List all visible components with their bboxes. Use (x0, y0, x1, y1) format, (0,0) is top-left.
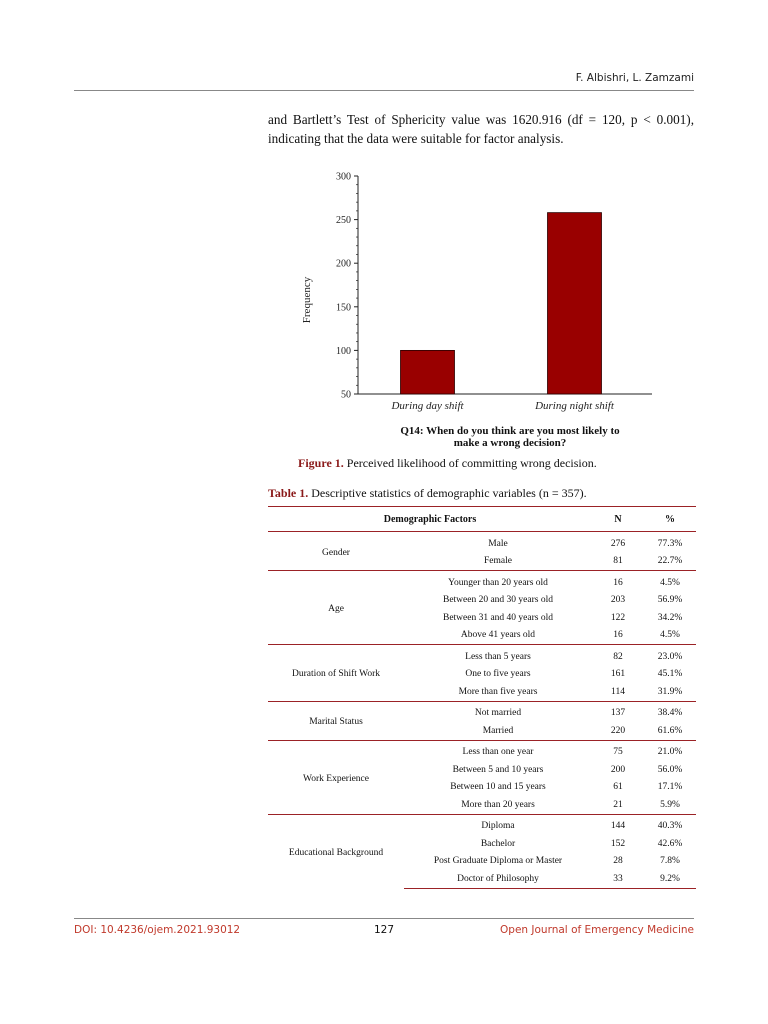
n-cell: 203 (610, 595, 626, 606)
y-tick-label: 150 (336, 302, 351, 314)
item-cell: Not married (404, 701, 592, 722)
pct-cell: 38.4% (644, 701, 696, 722)
figure-caption-text: Perceived likelihood of committing wrong decision. (346, 456, 597, 470)
n-cell: 21 (613, 799, 623, 810)
bar (401, 350, 455, 394)
table-caption-label: Table 1. (268, 486, 309, 500)
item-cell: Between 31 and 40 years old (442, 612, 553, 623)
x-axis-label-line-1: Q14: When do you think are you most likely to (400, 425, 620, 437)
n-cell: 122 (610, 612, 626, 623)
factor-cell: Educational Background (268, 814, 404, 888)
header-pct: % (644, 507, 696, 532)
pct-cell: 23.0% (644, 645, 696, 666)
n-cell: 152 (610, 838, 626, 849)
table-header-row (268, 507, 696, 532)
item-cell: Doctor of Philosophy (404, 870, 592, 888)
y-tick-label: 50 (341, 389, 351, 401)
n-cell: 220 (610, 725, 626, 736)
table-row (268, 571, 696, 592)
item-cell: Bachelor (480, 838, 516, 849)
x-tick-label: During day shift (391, 400, 464, 412)
pct-cell: 56.0% (657, 764, 683, 775)
n-cell: 16 (592, 571, 644, 592)
pct-cell: 22.7% (657, 556, 683, 567)
x-tick-label: During night shift (535, 400, 614, 412)
footer-rule (74, 918, 694, 919)
pct-cell: 7.8% (660, 856, 680, 867)
y-tick-label: 100 (336, 345, 351, 357)
table-row (268, 645, 696, 666)
item-cell: Less than one year (404, 740, 592, 761)
n-cell: 276 (592, 532, 644, 553)
n-cell: 81 (613, 556, 623, 567)
pct-cell: 31.9% (657, 686, 683, 697)
item-cell: Married (482, 725, 514, 736)
item-cell: Female (484, 556, 512, 567)
table-row (268, 814, 696, 835)
table-caption-text: Descriptive statistics of demographic variables (n = 357). (311, 486, 587, 500)
figure-caption (298, 456, 597, 471)
item-cell: Between 20 and 30 years old (442, 595, 553, 606)
pct-cell: 4.5% (660, 630, 680, 641)
running-header-authors: F. Albishri, L. Zamzami (575, 72, 694, 84)
n-cell: 161 (610, 669, 626, 680)
n-cell: 114 (611, 686, 625, 697)
factor-cell: Duration of Shift Work (268, 645, 404, 702)
y-axis (336, 172, 358, 401)
y-tick-label: 200 (336, 258, 351, 270)
figure-1-chart (296, 162, 666, 455)
n-cell: 75 (592, 740, 644, 761)
y-tick-label: 300 (336, 171, 351, 183)
item-cell: Between 10 and 15 years (450, 782, 546, 793)
header-n: N (592, 507, 644, 532)
n-cell: 28 (613, 856, 623, 867)
factor-cell: Marital Status (268, 701, 404, 740)
item-cell: Younger than 20 years old (404, 571, 592, 592)
item-cell: Less than 5 years (404, 645, 592, 666)
n-cell: 82 (592, 645, 644, 666)
table-caption (268, 486, 587, 501)
factor-cell: Gender (268, 532, 404, 571)
pct-cell: 42.6% (657, 838, 683, 849)
figure-caption-label: Figure 1. (298, 456, 344, 470)
n-cell: 200 (610, 764, 626, 775)
y-axis-label: Frequency (301, 276, 313, 324)
demographics-table (268, 506, 696, 889)
pct-cell: 4.5% (644, 571, 696, 592)
n-cell: 144 (592, 814, 644, 835)
n-cell: 16 (613, 630, 623, 641)
table-row (268, 532, 696, 553)
n-cell: 61 (613, 782, 623, 793)
table-row (268, 740, 696, 761)
bars (401, 213, 602, 394)
pct-cell: 21.0% (644, 740, 696, 761)
x-axis-label-line-2: make a wrong decision? (453, 437, 567, 449)
table-row (268, 701, 696, 722)
header-rule (74, 90, 694, 91)
item-cell: Above 41 years old (460, 630, 536, 641)
page-number: 127 (374, 924, 395, 936)
body-paragraph: and Bartlett’s Test of Sphericity value was 1620.916 (df = 120, p < 0.001), indicating that the data were suitable for factor analysis. (268, 112, 694, 146)
pct-cell: 9.2% (644, 870, 696, 888)
x-tick-labels (390, 400, 614, 412)
pct-cell: 45.1% (657, 669, 683, 680)
pct-cell: 40.3% (644, 814, 696, 835)
item-cell: One to five years (465, 669, 531, 680)
pct-cell: 56.9% (657, 595, 683, 606)
item-cell: More than five years (458, 686, 538, 697)
footer-journal-name: Open Journal of Emergency Medicine (500, 924, 694, 936)
n-cell: 33 (592, 870, 644, 888)
header-demographic-factors: Demographic Factors (268, 507, 592, 532)
pct-cell: 34.2% (657, 612, 683, 623)
table-1 (268, 506, 696, 889)
item-cell: Male (404, 532, 592, 553)
pct-cell: 77.3% (644, 532, 696, 553)
y-tick-label: 250 (336, 215, 351, 227)
factor-cell: Work Experience (268, 740, 404, 814)
pct-cell: 61.6% (657, 725, 683, 736)
n-cell: 137 (592, 701, 644, 722)
item-cell: More than 20 years (461, 799, 535, 810)
item-cell: Post Graduate Diploma or Master (433, 856, 563, 867)
item-cell: Between 5 and 10 years (452, 764, 544, 775)
bar-chart-svg (296, 162, 666, 450)
pct-cell: 5.9% (660, 799, 680, 810)
footer-doi: DOI: 10.4236/ojem.2021.93012 (74, 924, 241, 936)
pct-cell: 17.1% (657, 782, 683, 793)
item-cell: Diploma (404, 814, 592, 835)
factor-cell: Age (268, 571, 404, 645)
bar (548, 213, 602, 394)
